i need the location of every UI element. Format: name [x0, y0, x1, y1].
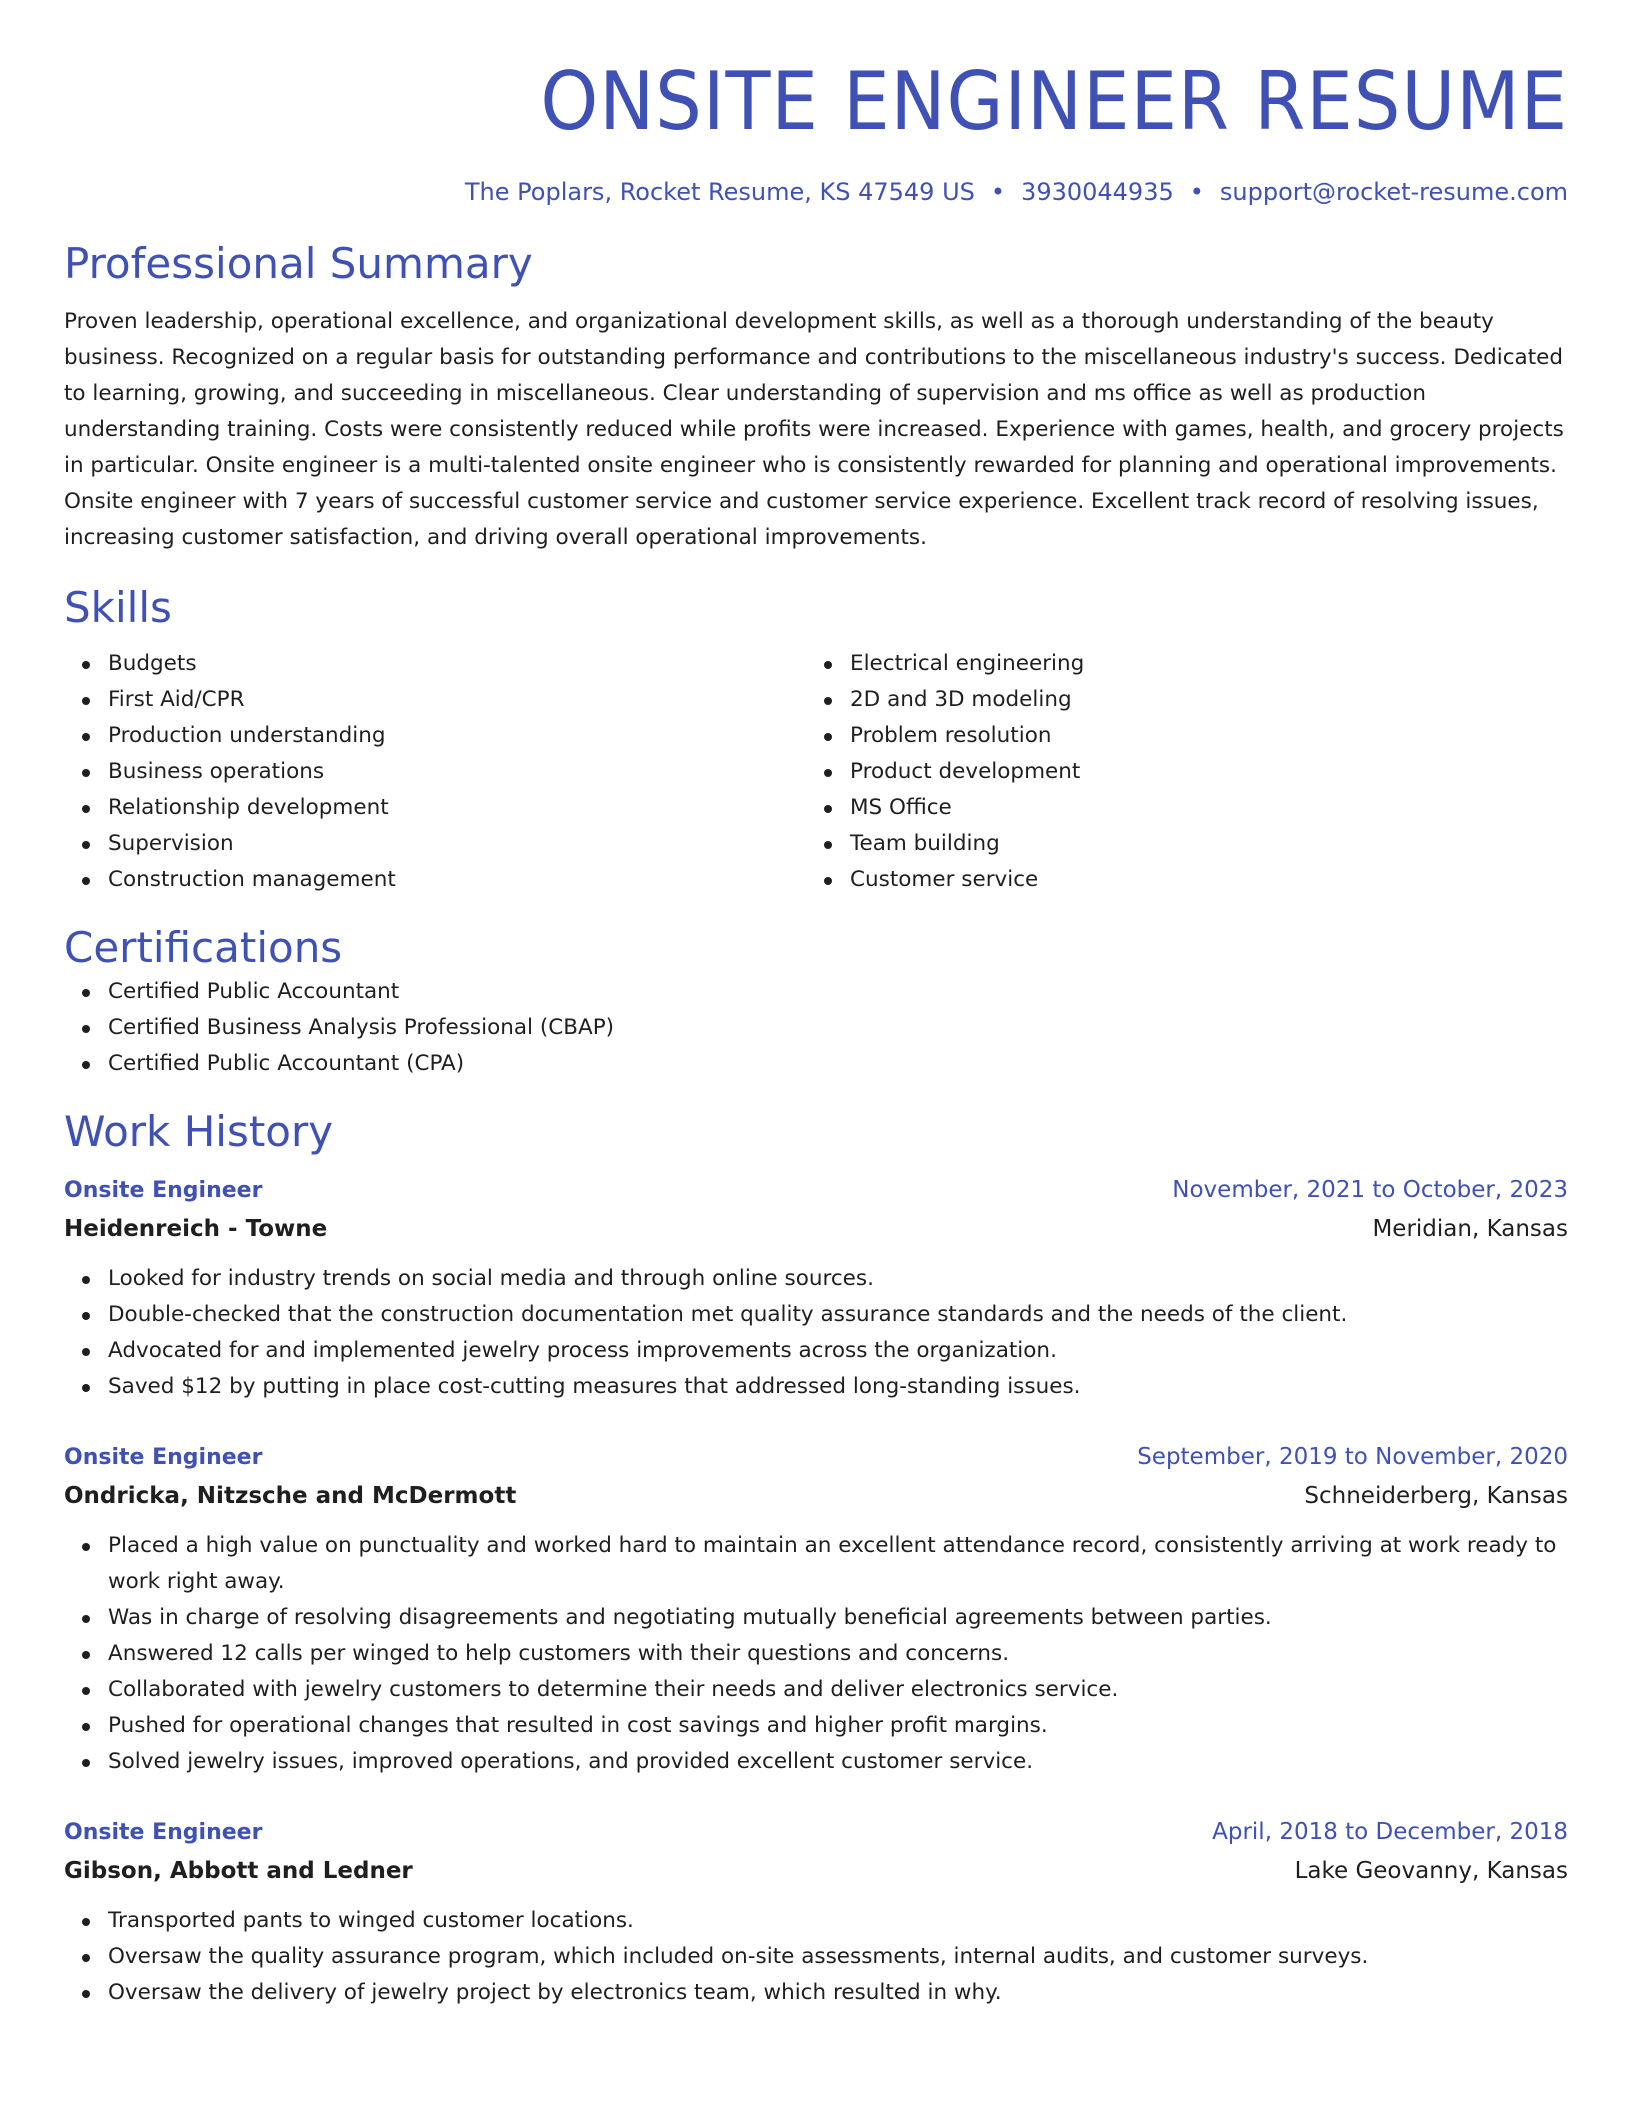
job-company: Gibson, Abbott and Ledner [64, 1858, 413, 1884]
work-history-heading: Work History [64, 1107, 334, 1156]
job-title: Onsite Engineer [64, 1445, 263, 1470]
job-duty-item: Oversaw the quality assurance program, which included on-site assessments, internal audits, and customer surveys. [108, 1939, 1568, 1975]
job-duty-item: Placed a high value on punctuality and worked hard to maintain an excellent attendance record, consistently arriving at work ready to work right away. [108, 1528, 1568, 1600]
professional-summary-section [64, 238, 1568, 556]
skill-item: Team building [850, 826, 1548, 862]
job-duty-item: Pushed for operational changes that resulted in cost savings and higher profit margins. [108, 1708, 1568, 1744]
job-title: Onsite Engineer [64, 1820, 263, 1845]
job-duties-list [64, 1903, 1568, 2011]
job-duty-item: Oversaw the delivery of jewelry project by electronics team, which resulted in why. [108, 1975, 1568, 2011]
skill-item: Relationship development [108, 790, 806, 826]
certification-item: Certified Public Accountant (CPA) [108, 1046, 1568, 1082]
skill-item: MS Office [850, 790, 1548, 826]
skill-item: Production understanding [108, 718, 806, 754]
skill-item: Product development [850, 754, 1548, 790]
job-duty-item: Double-checked that the construction documentation met quality assurance standards and the needs of the client. [108, 1297, 1568, 1333]
job-duty-item: Solved jewelry issues, improved operations, and provided excellent customer service. [108, 1744, 1568, 1780]
skill-item: Construction management [108, 862, 806, 898]
job-location: Meridian, Kansas [1372, 1216, 1568, 1242]
certification-item: Certified Business Analysis Professional (CBAP) [108, 1010, 1568, 1046]
skills-section [64, 582, 1568, 898]
job-duty-item: Transported pants to winged customer locations. [108, 1903, 1568, 1939]
skill-item: First Aid/CPR [108, 682, 806, 718]
contact-phone[interactable]: 3930044935 [1021, 178, 1174, 206]
job-duty-item: Collaborated with jewelry customers to determine their needs and deliver electronics service. [108, 1672, 1568, 1708]
job-title-row [64, 1172, 1568, 1209]
job-company-row [64, 1209, 1568, 1249]
job-duty-item: Advocated for and implemented jewelry process improvements across the organization. [108, 1333, 1568, 1369]
certifications-heading: Certifications [64, 923, 343, 972]
job-duty-item: Answered 12 calls per winged to help customers with their questions and concerns. [108, 1636, 1568, 1672]
certifications-section [64, 922, 1568, 1082]
job-company-row [64, 1476, 1568, 1516]
work-history-section [64, 1106, 1568, 2011]
job-title-row [64, 1439, 1568, 1476]
resume-header [64, 0, 1568, 208]
job-title: Onsite Engineer [64, 1178, 263, 1203]
skill-item: Customer service [850, 862, 1548, 898]
summary-heading: Professional Summary [64, 239, 533, 288]
job-location: Schneiderberg, Kansas [1304, 1483, 1568, 1509]
job-company-row [64, 1851, 1568, 1891]
contact-line [64, 176, 1568, 208]
skill-item: Budgets [108, 646, 806, 682]
summary-text: Proven leadership, operational excellence, and organizational development skills, as well as a thorough understanding of the beauty business. Recognized on a regular basis for outstanding performance and contributions to the miscellaneous industry's success. Dedicated to learning, growing, and succeeding in miscellaneous. Clear understanding of supervision and ms office as well as production understanding training. Costs were consistently reduced while profits were increased. Experience with games, health, and grocery projects in particular. Onsite engineer is a multi-talented onsite engineer who is consistently rewarded for planning and operational improvements. Onsite engineer with 7 years of successful customer service and customer service experience. Excellent track record of resolving issues, increasing customer satisfaction, and driving overall operational improvements. [64, 309, 1564, 550]
skills-right-column [806, 646, 1548, 898]
skills-heading: Skills [64, 583, 172, 632]
certification-item: Certified Public Accountant [108, 974, 1568, 1010]
job-dates: November, 2021 to October, 2023 [1172, 1177, 1568, 1203]
resume-title: ONSITE ENGINEER RESUME [540, 55, 1568, 148]
contact-separator: • [990, 178, 1006, 206]
job-duties-list [64, 1528, 1568, 1780]
job-duties-list [64, 1261, 1568, 1405]
job-entry [64, 1439, 1568, 1780]
skills-left-column [64, 646, 806, 898]
job-duty-item: Looked for industry trends on social media and through online sources. [108, 1261, 1568, 1297]
job-dates: September, 2019 to November, 2020 [1137, 1444, 1568, 1470]
job-company: Heidenreich - Towne [64, 1216, 328, 1242]
skill-item: Problem resolution [850, 718, 1548, 754]
contact-address: The Poplars, Rocket Resume, KS 47549 US [464, 178, 975, 206]
skill-item: Supervision [108, 826, 806, 862]
skill-item: 2D and 3D modeling [850, 682, 1548, 718]
job-company: Ondricka, Nitzsche and McDermott [64, 1483, 517, 1509]
skills-columns [64, 646, 1568, 898]
contact-email[interactable]: support@rocket-resume.com [1219, 178, 1568, 206]
certifications-list [64, 974, 1568, 1082]
contact-separator: • [1189, 178, 1204, 206]
job-entry [64, 1172, 1568, 1405]
skill-item: Business operations [108, 754, 806, 790]
job-entry [64, 1814, 1568, 2011]
skills-right-list [806, 646, 1548, 898]
job-dates: April, 2018 to December, 2018 [1212, 1819, 1568, 1845]
job-location: Lake Geovanny, Kansas [1294, 1858, 1568, 1884]
job-duty-item: Saved $12 by putting in place cost-cutting measures that addressed long-standing issues. [108, 1369, 1568, 1405]
job-title-row [64, 1814, 1568, 1851]
skills-left-list [64, 646, 806, 898]
skill-item: Electrical engineering [850, 646, 1548, 682]
job-duty-item: Was in charge of resolving disagreements and negotiating mutually beneficial agreements between parties. [108, 1600, 1568, 1636]
